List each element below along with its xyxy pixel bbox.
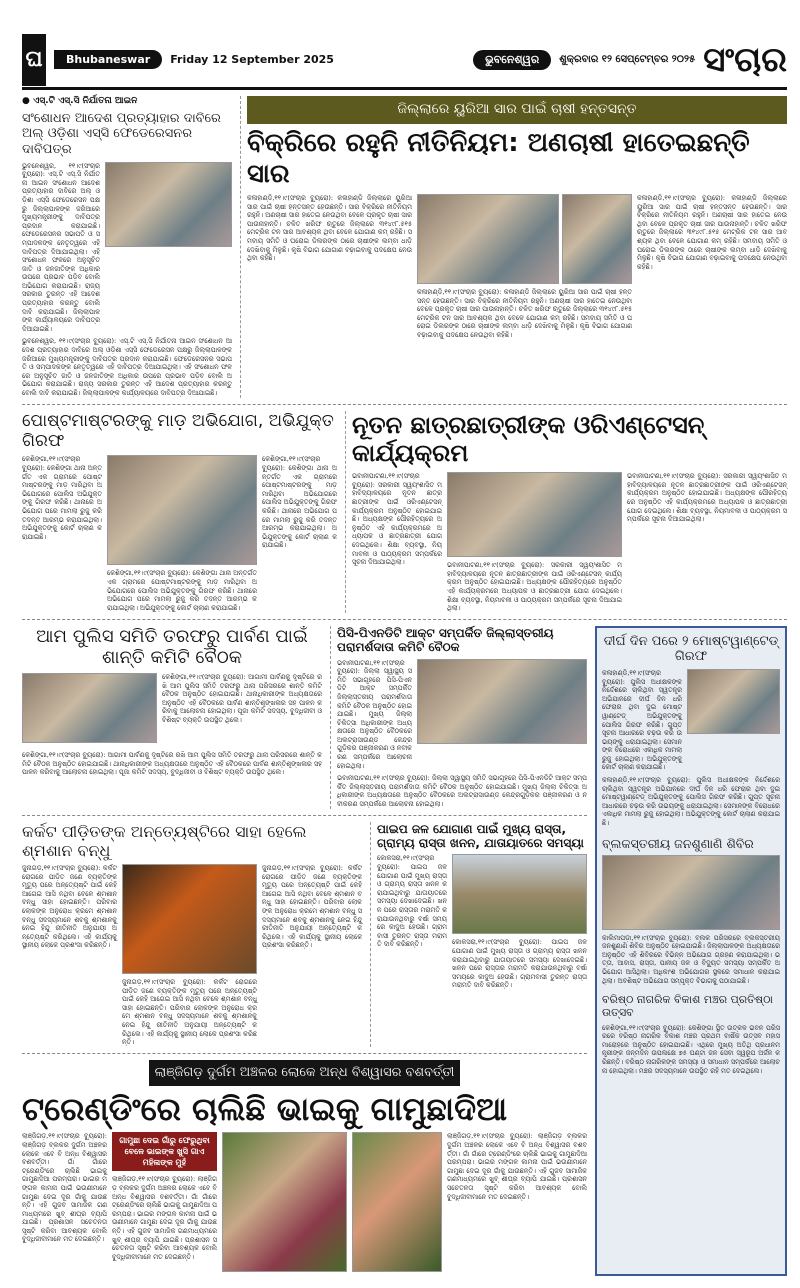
a2-photo-1	[417, 194, 559, 284]
a8-body: କାଲିମାପଡ଼ା,୧୧।୯(ସଂଚାର ବ୍ୟୁରୋ): ବ୍ଲକ ପରିସରରେ ବ୍ଲକସ୍ତରୀୟ ଜନଶୁଣାଣି ଶିବିର ଅନୁଷ୍ଠିତ ହୋଇଯାଇଛି। ଜିଲ୍ଲାପାଳଙ୍କ ଅଧ୍ୟକ୍ଷତାରେ ଅନୁଷ୍ଠିତ ଏହି ଶିବିରରେ ବିଭିନ୍ନ ଅଭିଯୋଗ ଗ୍ରହଣ କରାଯାଇଥିଲା। ଭତ୍ତା, ଆବାସ, ରାସ୍ତା, ପାନୀୟ ଜଳ ଓ ବିଦ୍ୟୁତ ସମସ୍ୟା ସମ୍ପର୍କିତ ଅଭିଯୋଗ ଆସିଥିଲା। ଅଧିକାଂଶ ଅଭିଯୋଗର ସ୍ଥଳରେ ସମାଧାନ କରାଯାଇଥିଲା। ଅବଶିଷ୍ଟ ଅଭିଯୋଗ ସମ୍ପୃକ୍ତ ବିଭାଗକୁ ପଠାଯାଇଛି।	[602, 933, 780, 985]
a7-photo	[687, 669, 780, 734]
lower-main	[22, 626, 587, 1277]
a8-photo	[602, 855, 780, 930]
a11-kicker: ଲାଞ୍ଜିଗଡ଼ ଦୁର୍ଗମ ଅଞ୍ଚଳର ଲୋକେ ଅନ୍ଧ ବିଶ୍ୱାସର ବଶବର୍ତ୍ତୀ	[149, 1060, 461, 1086]
a5-article	[22, 626, 322, 809]
a2-body: କଳାହାଣ୍ଡି,୧୧।୯(ସଂଚାର ବ୍ୟୁରୋ): କଳାହାଣ୍ଡି ଜିଲ୍ଲାରେ ୟୁରିଆ ସାର ପାଇଁ ଚାଷୀ ହନ୍ତସନ୍ତ ହେଉଛନ୍ତି। ସାର ବିକ୍ରିରେ ନୀତିନିୟମ ରହୁନି। ଅଣଚାଷୀ ସାର ହାତେଇ ନେଉଥିବା ବେଳେ ପ୍ରକୃତ ଚାଷୀ ସାର ପାଉନାହାନ୍ତି। ଚଳିତ ଖରିଫ ଋତୁରେ ଜିଲ୍ଲାରେ ୩୧୪୯୮.୫୧୫ ମେଟ୍ରିକ ଟନ ସାର ଆବଶ୍ୟକ ଥିବା ବେଳେ ଯୋଗାଣ କମ୍ ରହିଛି। ସମବାୟ ସମିତି ଓ ଘରୋଇ ଡିଲରଙ୍କ ଠାରେ ଚାଷୀଙ୍କ ଲମ୍ବା ଧାଡ଼ି ଦେଖିବାକୁ ମିଳୁଛି। କୃଷି ବିଭାଗ ଯୋଗାଣ ବଢ଼ାଇବାକୁ ପଦକ୍ଷେପ ନେଉଥିବା କହିଛି।	[247, 193, 412, 263]
a6-body: ଭବାନୀପାଟଣା,୧୧।୯(ସଂଚାର ବ୍ୟୁରୋ): ଜିଲ୍ଲା ସ୍ୱାସ୍ଥ୍ୟ ସମିତି ସଭାଗୃହରେ ପିସି-ପିଏନଡିଟି ଆକ୍ଟ ସମ୍ପର୍କିତ ଜିଲ୍ଲାସ୍ତରୀୟ ପରାମର୍ଶଦାତା କମିଟି ବୈଠକ ଅନୁଷ୍ଠିତ ହୋଇଯାଇଛି। ମୁଖ୍ୟ ଜିଲ୍ଲା ଚିକିତ୍ସା ଅଧିକାରୀଙ୍କ ଅଧ୍ୟକ୍ଷତାରେ ଅନୁଷ୍ଠିତ ବୈଠକରେ ଅଲଟ୍ରାସାଉଣ୍ଡ କେନ୍ଦ୍ରଗୁଡ଼ିକର ପଞ୍ଜୀକରଣ ଓ ନବୀକରଣ ସମ୍ପର୍କରେ ଆଲୋଚନା ହୋଇଥିଲା।	[337, 658, 412, 770]
a9-photo	[122, 864, 257, 974]
sidebar-box	[595, 626, 787, 1277]
a11-photo-2	[352, 1132, 442, 1272]
a1-body-cont: ଭୁବନେଶ୍ୱର, ୧୧।୯(ସଂଚାର ବ୍ୟୁରୋ): ଏସ୍.ଟି ଏସ୍.ସି ନିର୍ଯାତନା ଆଇନ ସଂଶୋଧନ ଆଦେଶ ପ୍ରତ୍ୟାହାର ଦାବିରେ ଅଲ୍ ଓଡ଼ିଶା ଏସ୍‌ସି ଫେଡେରେସନ ପକ୍ଷରୁ ଜିଲ୍ଲାପାଳଙ୍କ ଜରିଆରେ ମୁଖ୍ୟମନ୍ତ୍ରୀଙ୍କୁ ଦାବିପତ୍ର ପ୍ରଦାନ କରାଯାଇଛି। ଫେଡେରେସନର ସଭାପତି ଓ ସମ୍ପାଦକଙ୍କ ନେତୃତ୍ୱରେ ଏହି ଦାବିପତ୍ର ଦିଆଯାଇଥିଲା। ଏହି ସଂଶୋଧନ ଫଳରେ ଅନୁସୂଚିତ ଜାତି ଓ ଜନଜାତିଙ୍କ ଅଧିକାର ଉପରେ ପ୍ରଭାବ ପଡ଼ିବ ବୋଲି ଅଭିଯୋଗ କରାଯାଇଛି। ରାଜ୍ୟ ସରକାର ତୁରନ୍ତ ଏହି ଆଦେଶ ପ୍ରତ୍ୟାହାର କରନ୍ତୁ ବୋଲି ଦାବି କରାଯାଇଛି। ଜିଲ୍ଲାପାଳଙ୍କ କାର୍ଯ୍ୟାଳୟରେ ଦାବିପତ୍ର ଦିଆଯାଇଛି।	[22, 337, 232, 398]
a10-body-2: କୋକସରା,୧୧।୯(ସଂଚାର ବ୍ୟୁରୋ): ପାଇପ ଜଳ ଯୋଗାଣ ପାଇଁ ମୁଖ୍ୟ ରାସ୍ତା ଓ ଗ୍ରାମ୍ୟ ରାସ୍ତା ଖନନ କରାଯାଇଥିବାରୁ ଯାତାୟାତରେ ସମସ୍ୟା ଦେଖାଦେଇଛି। ଖନନ ପରେ ରାସ୍ତାର ମରାମତି କରାଯାଉନଥିବାରୁ ବର୍ଷା ସମୟରେ କାଦୁଅ ହେଉଛି। ଗ୍ରାମବାସୀ ତୁରନ୍ତ ରାସ୍ତା ମରାମତି ଦାବି କରିଛନ୍ତି।	[452, 938, 587, 990]
a10-article	[370, 822, 587, 1047]
city-or-badge: ଭୁବନେଶ୍ୱର	[473, 50, 551, 70]
page-letter: ଘ	[22, 34, 46, 86]
a2-kicker: ଜିଲ୍ଲାରେ ୟୁରିଆ ସାର ପାଇଁ ଚାଷୀ ହନ୍ତସନ୍ତ	[247, 96, 787, 124]
a9-body-3: ଜୁନାଗଡ଼,୧୧।୯(ସଂଚାର ବ୍ୟୁରୋ): କର୍କଟ ରୋଗରେ ପୀଡ଼ିତ ଜଣେ ବ୍ୟକ୍ତିଙ୍କ ମୃତ୍ୟୁ ପରେ ଅନ୍ତ୍ୟେଷ୍ଟି ପାଇଁ କେହି ଆଗେଇ ଆସି ନଥିବା ବେଳେ ଶ୍ମଶାନ ବନ୍ଧୁ ସାହା ହୋଇଛନ୍ତି। ପରିବାର ଲୋକଙ୍କ ଅନୁରୋଧ କ୍ରମେ ଶ୍ମଶାନ ବନ୍ଧୁ ସଦସ୍ୟମାନେ ଶବକୁ ଶ୍ମଶାନକୁ ନେଇ ହିନ୍ଦୁ ରୀତିନୀତି ଅନୁଯାୟୀ ଅନ୍ତ୍ୟେଷ୍ଟି କରିଥିଲେ। ଏହି କାର୍ଯ୍ୟକୁ ସ୍ଥାନୀୟ ଲୋକେ ପ୍ରଶଂସା କରିଛନ୍ତି।	[262, 864, 362, 950]
a8-headline: ବ୍ଲକସ୍ତରୀୟ ଜନଶୁଣାଣି ଶିବିର	[602, 835, 754, 851]
a10-body: କୋକସରା,୧୧।୯(ସଂଚାର ବ୍ୟୁରୋ): ପାଇପ ଜଳ ଯୋଗାଣ ପାଇଁ ମୁଖ୍ୟ ରାସ୍ତା ଓ ଗ୍ରାମ୍ୟ ରାସ୍ତା ଖନନ କରାଯାଇଥିବାରୁ ଯାତାୟାତରେ ସମସ୍ୟା ଦେଖାଦେଇଛି। ଖନନ ପରେ ରାସ୍ତାର ମରାମତି କରାଯାଉନଥିବାରୁ ବର୍ଷା ସମୟରେ କାଦୁଅ ହେଉଛି। ଗ୍ରାମବାସୀ ତୁରନ୍ତ ରାସ୍ତା ମରାମତି ଦାବି କରିଛନ୍ତି।	[377, 854, 447, 949]
a3-body: କେଶିଙ୍ଗା,୧୧।୯(ସଂଚାର ବ୍ୟୁରୋ): କେଶିଙ୍ଗା ଥାନା ଅନ୍ତର୍ଗତ ଏକ ଗ୍ରାମରେ ପୋଷ୍ଟମାଷ୍ଟରଙ୍କୁ ମାଡ଼ ମାରିଥିବା ଅଭିଯୋଗରେ ପୋଲିସ ଅଭିଯୁକ୍ତଙ୍କୁ ଗିରଫ କରିଛି। ଥାନାରେ ଅଭିଯୋଗ ପରେ ମାମଲା ରୁଜୁ କରି ତଦନ୍ତ ଆରମ୍ଭ କରାଯାଇଥିଲା। ଅଭିଯୁକ୍ତଙ୍କୁ କୋର୍ଟ ଚାଲାଣ କରାଯାଇଛି।	[22, 455, 102, 541]
a2-body-2: କଳାହାଣ୍ଡି,୧୧।୯(ସଂଚାର ବ୍ୟୁରୋ): କଳାହାଣ୍ଡି ଜିଲ୍ଲାରେ ୟୁରିଆ ସାର ପାଇଁ ଚାଷୀ ହନ୍ତସନ୍ତ ହେଉଛନ୍ତି। ସାର ବିକ୍ରିରେ ନୀତିନିୟମ ରହୁନି। ଅଣଚାଷୀ ସାର ହାତେଇ ନେଉଥିବା ବେଳେ ପ୍ରକୃତ ଚାଷୀ ସାର ପାଉନାହାନ୍ତି। ଚଳିତ ଖରିଫ ଋତୁରେ ଜିଲ୍ଲାରେ ୩୧୪୯୮.୫୧୫ ମେଟ୍ରିକ ଟନ ସାର ଆବଶ୍ୟକ ଥିବା ବେଳେ ଯୋଗାଣ କମ୍ ରହିଛି। ସମବାୟ ସମିତି ଓ ଘରୋଇ ଡିଲରଙ୍କ ଠାରେ ଚାଷୀଙ୍କ ଲମ୍ବା ଧାଡ଼ି ଦେଖିବାକୁ ମିଳୁଛି। କୃଷି ବିଭାଗ ଯୋଗାଣ ବଢ଼ାଇବାକୁ ପଦକ୍ଷେପ ନେଉଥିବା କହିଛି।	[417, 287, 632, 339]
a3-body-3: କେଶିଙ୍ଗା,୧୧।୯(ସଂଚାର ବ୍ୟୁରୋ): କେଶିଙ୍ଗା ଥାନା ଅନ୍ତର୍ଗତ ଏକ ଗ୍ରାମରେ ପୋଷ୍ଟମାଷ୍ଟରଙ୍କୁ ମାଡ଼ ମାରିଥିବା ଅଭିଯୋଗରେ ପୋଲିସ ଅଭିଯୁକ୍ତଙ୍କୁ ଗିରଫ କରିଛି। ଥାନାରେ ଅଭିଯୋଗ ପରେ ମାମଲା ରୁଜୁ କରି ତଦନ୍ତ ଆରମ୍ଭ କରାଯାଇଥିଲା। ଅଭିଯୁକ୍ତଙ୍କୁ କୋର୍ଟ ଚାଲାଣ କରାଯାଇଛି।	[262, 455, 337, 550]
a7-body-2: କଳାହାଣ୍ଡି,୧୧।୯(ସଂଚାର ବ୍ୟୁରୋ): ପୁଲିସ ଅଧୀକ୍ଷକଙ୍କ ନିର୍ଦ୍ଦେଶରେ ଚାଲିଥିବା ସ୍ୱତନ୍ତ୍ର ଅଭିଯାନରେ ଦୀର୍ଘ ଦିନ ଧରି ଫେରାର ଥିବା ଦୁଇ ମୋଷ୍ଟୱାଣ୍ଟେଡ୍ ଅଭିଯୁକ୍ତଙ୍କୁ ପୋଲିସ ଗିରଫ କରିଛି। ଗୁପ୍ତ ସୂଚନା ଆଧାରରେ ଚଢ଼ଉ କରି ଉଭୟଙ୍କୁ ଧରାଯାଇଥିଲା। ସେମାନଙ୍କ ବିରୋଧରେ ଏକାଧିକ ମାମଲା ରୁଜୁ ହୋଇଥିଲା। ଅଭିଯୁକ୍ତଙ୍କୁ କୋର୍ଟ ଚାଲାଣ କରାଯାଇଛି।	[602, 776, 780, 828]
a6-headline: ପିସି-ପିଏନଡିଟି ଆକ୍ଟ ସମ୍ପର୍କିତ ଜିଲ୍ଲାସ୍ତରୀୟ ପରାମର୍ଶଦାତା କମିଟି ବୈଠକ	[337, 625, 554, 655]
a9-headline: କର୍କଟ ପୀଡ଼ିତଙ୍କ ଅନ୍ତ୍ୟେଷ୍ଟିରେ ସାହା ହେଲେ ଶ୍ମଶାନ ବନ୍ଧୁ	[22, 821, 307, 860]
a5-body: କେଶିଙ୍ଗା,୧୧।୯(ସଂଚାର ବ୍ୟୁରୋ): ଆଗାମୀ ପାର୍ବଣକୁ ଦୃଷ୍ଟିରେ ରଖି ଆମ ପୁଲିସ ସମିତି ତରଫରୁ ଥାନା ପରିସରରେ ଶାନ୍ତି କମିଟି ବୈଠକ ଅନୁଷ୍ଠିତ ହୋଇଯାଇଛି। ଥାନାଧିକାରୀଙ୍କ ଅଧ୍ୟକ୍ଷତାରେ ଅନୁଷ୍ଠିତ ଏହି ବୈଠକରେ ପାର୍ବଣ ଶାନ୍ତିଶୃଙ୍ଖଳାର ସହ ପାଳନ କରିବାକୁ ଆଲୋଚନା ହୋଇଥିଲା। ପୂଜା କମିଟି ସଦସ୍ୟ, ବୁଦ୍ଧିଜୀବୀ ଓ ବିଶିଷ୍ଟ ବ୍ୟକ୍ତି ଉପସ୍ଥିତ ଥିଲେ।	[162, 672, 322, 724]
a12-headline: ବରିଷ୍ଠ ନାଗରିକ ବିକାଶ ମଞ୍ଚର ପ୍ରତିଷ୍ଠା ଉତ୍ସବ	[602, 993, 773, 1020]
a3-photo	[107, 455, 257, 565]
a1-kicker: ● ଏସ୍.ଟି ଏସ୍.ସି ନିର୍ଯାତନା ଆଇନ	[22, 96, 138, 106]
a5-photo	[22, 673, 157, 743]
a1-photo	[105, 162, 232, 247]
a8-article	[602, 836, 780, 986]
a11-photo-1	[222, 1132, 347, 1272]
a4-article	[345, 411, 787, 613]
a1-headline: ସଂଶୋଧନ ଆଦେଶ ପ୍ରତ୍ୟାହାର ଦାବିରେ ଅଲ୍ ଓଡ଼ିଶା ଏସ୍‌ସି ଫେଡେରେସନର ଦାବିପତ୍ର	[22, 110, 221, 157]
masthead	[22, 32, 787, 90]
row-third	[22, 626, 587, 816]
row-fourth	[22, 816, 587, 1054]
a2-body-3: କଳାହାଣ୍ଡି,୧୧।୯(ସଂଚାର ବ୍ୟୁରୋ): କଳାହାଣ୍ଡି ଜିଲ୍ଲାରେ ୟୁରିଆ ସାର ପାଇଁ ଚାଷୀ ହନ୍ତସନ୍ତ ହେଉଛନ୍ତି। ସାର ବିକ୍ରିରେ ନୀତିନିୟମ ରହୁନି। ଅଣଚାଷୀ ସାର ହାତେଇ ନେଉଥିବା ବେଳେ ପ୍ରକୃତ ଚାଷୀ ସାର ପାଉନାହାନ୍ତି। ଚଳିତ ଖରିଫ ଋତୁରେ ଜିଲ୍ଲାରେ ୩୧୪୯୮.୫୧୫ ମେଟ୍ରିକ ଟନ ସାର ଆବଶ୍ୟକ ଥିବା ବେଳେ ଯୋଗାଣ କମ୍ ରହିଛି। ସମବାୟ ସମିତି ଓ ଘରୋଇ ଡିଲରଙ୍କ ଠାରେ ଚାଷୀଙ୍କ ଲମ୍ବା ଧାଡ଼ି ଦେଖିବାକୁ ମିଳୁଛି। କୃଷି ବିଭାଗ ଯୋଗାଣ ବଢ଼ାଇବାକୁ ପଦକ୍ଷେପ ନେଉଥିବା କହିଛି।	[637, 193, 787, 271]
a6-article	[330, 626, 587, 809]
a1-body: ଭୁବନେଶ୍ୱର, ୧୧।୯(ସଂଚାର ବ୍ୟୁରୋ): ଏସ୍.ଟି ଏସ୍.ସି ନିର୍ଯାତନା ଆଇନ ସଂଶୋଧନ ଆଦେଶ ପ୍ରତ୍ୟାହାର ଦାବିରେ ଅଲ୍ ଓଡ଼ିଶା ଏସ୍‌ସି ଫେଡେରେସନ ପକ୍ଷରୁ ଜିଲ୍ଲାପାଳଙ୍କ ଜରିଆରେ ମୁଖ୍ୟମନ୍ତ୍ରୀଙ୍କୁ ଦାବିପତ୍ର ପ୍ରଦାନ କରାଯାଇଛି। ଫେଡେରେସନର ସଭାପତି ଓ ସମ୍ପାଦକଙ୍କ ନେତୃତ୍ୱରେ ଏହି ଦାବିପତ୍ର ଦିଆଯାଇଥିଲା। ଏହି ସଂଶୋଧନ ଫଳରେ ଅନୁସୂଚିତ ଜାତି ଓ ଜନଜାତିଙ୍କ ଅଧିକାର ଉପରେ ପ୍ରଭାବ ପଡ଼ିବ ବୋଲି ଅଭିଯୋଗ କରାଯାଇଛି। ରାଜ୍ୟ ସରକାର ତୁରନ୍ତ ଏହି ଆଦେଶ ପ୍ରତ୍ୟାହାର କରନ୍ତୁ ବୋଲି ଦାବି କରାଯାଇଛି। ଜିଲ୍ଲାପାଳଙ୍କ କାର୍ଯ୍ୟାଳୟରେ ଦାବିପତ୍ର ଦିଆଯାଇଛି।	[22, 161, 100, 333]
a11-article	[22, 1054, 587, 1277]
a3-body-2: କେଶିଙ୍ଗା,୧୧।୯(ସଂଚାର ବ୍ୟୁରୋ): କେଶିଙ୍ଗା ଥାନା ଅନ୍ତର୍ଗତ ଏକ ଗ୍ରାମରେ ପୋଷ୍ଟମାଷ୍ଟରଙ୍କୁ ମାଡ଼ ମାରିଥିବା ଅଭିଯୋଗରେ ପୋଲିସ ଅଭିଯୁକ୍ତଙ୍କୁ ଗିରଫ କରିଛି। ଥାନାରେ ଅଭିଯୋଗ ପରେ ମାମଲା ରୁଜୁ କରି ତଦନ୍ତ ଆରମ୍ଭ କରାଯାଇଥିଲା। ଅଭିଯୁକ୍ତଙ୍କୁ କୋର୍ଟ ଚାଲାଣ କରାଯାଇଛି।	[107, 569, 257, 612]
a6-body-2: ଭବାନୀପାଟଣା,୧୧।୯(ସଂଚାର ବ୍ୟୁରୋ): ଜିଲ୍ଲା ସ୍ୱାସ୍ଥ୍ୟ ସମିତି ସଭାଗୃହରେ ପିସି-ପିଏନଡିଟି ଆକ୍ଟ ସମ୍ପର୍କିତ ଜିଲ୍ଲାସ୍ତରୀୟ ପରାମର୍ଶଦାତା କମିଟି ବୈଠକ ଅନୁଷ୍ଠିତ ହୋଇଯାଇଛି। ମୁଖ୍ୟ ଜିଲ୍ଲା ଚିକିତ୍ସା ଅଧିକାରୀଙ୍କ ଅଧ୍ୟକ୍ଷତାରେ ଅନୁଷ୍ଠିତ ବୈଠକରେ ଅଲଟ୍ରାସାଉଣ୍ଡ କେନ୍ଦ୍ରଗୁଡ଼ିକର ପଞ୍ଜୀକରଣ ଓ ନବୀକରଣ ସମ୍ପର୍କରେ ଆଲୋଚନା ହୋଇଥିଲା।	[337, 774, 587, 809]
a7-body: କଳାହାଣ୍ଡି,୧୧।୯(ସଂଚାର ବ୍ୟୁରୋ): ପୁଲିସ ଅଧୀକ୍ଷକଙ୍କ ନିର୍ଦ୍ଦେଶରେ ଚାଲିଥିବା ସ୍ୱତନ୍ତ୍ର ଅଭିଯାନରେ ଦୀର୍ଘ ଦିନ ଧରି ଫେରାର ଥିବା ଦୁଇ ମୋଷ୍ଟୱାଣ୍ଟେଡ୍ ଅଭିଯୁକ୍ତଙ୍କୁ ପୋଲିସ ଗିରଫ କରିଛି। ଗୁପ୍ତ ସୂଚନା ଆଧାରରେ ଚଢ଼ଉ କରି ଉଭୟଙ୍କୁ ଧରାଯାଇଥିଲା। ସେମାନଙ୍କ ବିରୋଧରେ ଏକାଧିକ ମାମଲା ରୁଜୁ ହୋଇଥିଲା। ଅଭିଯୁକ୍ତଙ୍କୁ କୋର୍ଟ ଚାଲାଣ କରାଯାଇଛି।	[602, 668, 682, 772]
a10-photo	[452, 854, 587, 934]
a5-headline: ଆମ ପୁଲିସ ସମିତି ତରଫରୁ ପାର୍ବଣ ପାଇଁ ଶାନ୍ତି କମିଟି ବୈଠକ	[36, 625, 308, 669]
a5-body-2: କେଶିଙ୍ଗା,୧୧।୯(ସଂଚାର ବ୍ୟୁରୋ): ଆଗାମୀ ପାର୍ବଣକୁ ଦୃଷ୍ଟିରେ ରଖି ଆମ ପୁଲିସ ସମିତି ତରଫରୁ ଥାନା ପରିସରରେ ଶାନ୍ତି କମିଟି ବୈଠକ ଅନୁଷ୍ଠିତ ହୋଇଯାଇଛି। ଥାନାଧିକାରୀଙ୍କ ଅଧ୍ୟକ୍ଷତାରେ ଅନୁଷ୍ଠିତ ଏହି ବୈଠକରେ ପାର୍ବଣ ଶାନ୍ତିଶୃଙ୍ଖଳାର ସହ ପାଳନ କରିବାକୁ ଆଲୋଚନା ହୋଇଥିଲା। ପୂଜା କମିଟି ସଦସ୍ୟ, ବୁଦ୍ଧିଜୀବୀ ଓ ବିଶିଷ୍ଟ ବ୍ୟକ୍ତି ଉପସ୍ଥିତ ଥିଲେ।	[22, 750, 322, 777]
a3-headline: ପୋଷ୍ଟମାଷ୍ଟରଙ୍କୁ ମାଡ଼ ଅଭିଯୋଗ, ଅଭିଯୁକ୍ତ ଗିରଫ	[22, 410, 334, 451]
lower-section	[22, 620, 787, 1277]
a9-body-2: ଜୁନାଗଡ଼,୧୧।୯(ସଂଚାର ବ୍ୟୁରୋ): କର୍କଟ ରୋଗରେ ପୀଡ଼ିତ ଜଣେ ବ୍ୟକ୍ତିଙ୍କ ମୃତ୍ୟୁ ପରେ ଅନ୍ତ୍ୟେଷ୍ଟି ପାଇଁ କେହି ଆଗେଇ ଆସି ନଥିବା ବେଳେ ଶ୍ମଶାନ ବନ୍ଧୁ ସାହା ହୋଇଛନ୍ତି। ପରିବାର ଲୋକଙ୍କ ଅନୁରୋଧ କ୍ରମେ ଶ୍ମଶାନ ବନ୍ଧୁ ସଦସ୍ୟମାନେ ଶବକୁ ଶ୍ମଶାନକୁ ନେଇ ହିନ୍ଦୁ ରୀତିନୀତି ଅନୁଯାୟୀ ଅନ୍ତ୍ୟେଷ୍ଟି କରିଥିଲେ। ଏହି କାର୍ଯ୍ୟକୁ ସ୍ଥାନୀୟ ଲୋକେ ପ୍ରଶଂସା କରିଛନ୍ତି।	[122, 978, 257, 1047]
a4-photo	[447, 472, 622, 557]
a11-headline: ଟ୍ରେଣ୍ଡିଂରେ ଚାଲିଛି ଭାଇକୁ ଗାମୁଛାଦିଆ	[22, 1089, 508, 1128]
a2-photo-2	[562, 194, 632, 284]
date-or: ଶୁକ୍ରବାର ୧୨ ସେପ୍ଟେମ୍ବର ୨୦୨୫	[559, 54, 696, 65]
a12-body: କେଶିଙ୍ଗା,୧୧।୯(ସଂଚାର ବ୍ୟୁରୋ): କେଶିଙ୍ଗା ସ୍ଥିତ ଉତ୍କଳ ଭବନ ପରିସରରେ ବରିଷ୍ଠ ନାଗରିକ ବିକାଶ ମଞ୍ଚର ପ୍ରଥମ ବାର୍ଷିକ ଉତ୍ସବ ମହାସମାରୋହରେ ଅନୁଷ୍ଠିତ ହୋଇଯାଇଛି। ଏଥିରେ ମୁଖ୍ୟ ଅତିଥି ପ୍ରଧାନମନ୍ତ୍ରୀଙ୍କ ଜନ୍ମଦିନ ଉପଲକ୍ଷେ ୭୫ ଘଣ୍ଟା ଜନ ସେବା ସ୍ୱରୂପ ଅର୍ଜନ କରିଛନ୍ତି। ବରିଷ୍ଠ ନାଗରିକଙ୍କ ସମସ୍ୟା ଓ ସମାଧାନ ସମ୍ପର୍କରେ ଆଲୋଚନା ହୋଇଥିଲା। ମଞ୍ଚର ସଦସ୍ୟମାନେ ଉପସ୍ଥିତ ରହି ମତ ଦେଇଥିଲେ।	[602, 1023, 780, 1075]
a9-body: ଜୁନାଗଡ଼,୧୧।୯(ସଂଚାର ବ୍ୟୁରୋ): କର୍କଟ ରୋଗରେ ପୀଡ଼ିତ ଜଣେ ବ୍ୟକ୍ତିଙ୍କ ମୃତ୍ୟୁ ପରେ ଅନ୍ତ୍ୟେଷ୍ଟି ପାଇଁ କେହି ଆଗେଇ ଆସି ନଥିବା ବେଳେ ଶ୍ମଶାନ ବନ୍ଧୁ ସାହା ହୋଇଛନ୍ତି। ପରିବାର ଲୋକଙ୍କ ଅନୁରୋଧ କ୍ରମେ ଶ୍ମଶାନ ବନ୍ଧୁ ସଦସ୍ୟମାନେ ଶବକୁ ଶ୍ମଶାନକୁ ନେଇ ହିନ୍ଦୁ ରୀତିନୀତି ଅନୁଯାୟୀ ଅନ୍ତ୍ୟେଷ୍ଟି କରିଥିଲେ। ଏହି କାର୍ଯ୍ୟକୁ ସ୍ଥାନୀୟ ଲୋକେ ପ୍ରଶଂସା କରିଛନ୍ତି।	[22, 864, 117, 950]
a9-article	[22, 822, 362, 1047]
a6-photo	[417, 659, 587, 744]
a4-body: ଭବାନୀପାଟଣା,୧୧।୯(ସଂଚାର ବ୍ୟୁରୋ): ସରକାରୀ ସ୍ୱୟଂଶାସିତ ମହାବିଦ୍ୟାଳୟରେ ନୂତନ ଛାତ୍ରଛାତ୍ରୀଙ୍କ ପାଇଁ ଓରିଏଣ୍ଟେସନ୍ କାର୍ଯ୍ୟକ୍ରମ ଅନୁଷ୍ଠିତ ହୋଇଯାଇଛି। ଅଧ୍ୟକ୍ଷଙ୍କ ପୌରହିତ୍ୟରେ ଅନୁଷ୍ଠିତ ଏହି କାର୍ଯ୍ୟକ୍ରମରେ ଅଧ୍ୟାପକ ଓ ଛାତ୍ରଛାତ୍ରୀ ଯୋଗ ଦେଇଥିଲେ। ଶିକ୍ଷା ବ୍ୟବସ୍ଥା, ନିୟମାବଳୀ ଓ ପାଠ୍ୟକ୍ରମ ସମ୍ପର୍କରେ ସୂଚନା ଦିଆଯାଇଥିଲା।	[352, 472, 442, 567]
date-en: Friday 12 September 2025	[170, 53, 334, 66]
a3-article	[22, 411, 337, 613]
a2-article	[240, 96, 787, 398]
row-top	[22, 90, 787, 405]
a11-inset: ଗାମୁଛା ଦେଇ ଗାଁରୁ ଫେରୁଥିବା ବେଳେ ଭାଇଙ୍କ ଖୁସି ଗାଏ ମହିଳାଙ୍କ ମୁହଁ	[112, 1132, 217, 1171]
a7-headline: ଦୀର୍ଘ ଦିନ ପରେ ୨ ମୋଷ୍ଟୱାଣ୍ଟେଡ୍ ଗିରଫ	[603, 633, 779, 665]
a4-headline: ନୂତନ ଛାତ୍ରଛାତ୍ରୀଙ୍କ ଓରିଏଣ୍ଟେସନ୍ କାର୍ଯ୍ୟକ୍ରମ	[352, 410, 705, 468]
a11-body: ଲାଞ୍ଜିଗଡ଼,୧୧।୯(ସଂଚାର ବ୍ୟୁରୋ): ଲାଞ୍ଜିଗଡ଼ ବ୍ଲକର ଦୁର୍ଗମ ଅଞ୍ଚଳର ଲୋକେ ଏବେ ବି ଅନ୍ଧ ବିଶ୍ୱାସର ବଶବର୍ତ୍ତୀ। ଗାଁ ଗାଁରେ ଟ୍ରେଣ୍ଡିଂରେ ଚାଲିଛି ଭାଇକୁ ଗାମୁଛାଦିଆ ପରମ୍ପରା। ଭାଇର ମଙ୍ଗଳ କାମନା ପାଇଁ ଭଉଣୀମାନେ ଗାମୁଛା ଦେଇ ଦୂର ଗାଁକୁ ଯାଉଛନ୍ତି। ଏହି ଗୁଜବ ସାମାଜିକ ଗଣମାଧ୍ୟମରେ ଖୁବ୍ ଶୀଘ୍ର ବ୍ୟାପି ଯାଇଛି। ପ୍ରଶାସନ ସଚେତନତା ସୃଷ୍ଟି କରିବା ଆବଶ୍ୟକ ବୋଲି ବୁଦ୍ଧିଜୀବୀମାନେ ମତ ଦେଇଛନ୍ତି।	[22, 1132, 107, 1244]
a4-body-3: ଭବାନୀପାଟଣା,୧୧।୯(ସଂଚାର ବ୍ୟୁରୋ): ସରକାରୀ ସ୍ୱୟଂଶାସିତ ମହାବିଦ୍ୟାଳୟରେ ନୂତନ ଛାତ୍ରଛାତ୍ରୀଙ୍କ ପାଇଁ ଓରିଏଣ୍ଟେସନ୍ କାର୍ଯ୍ୟକ୍ରମ ଅନୁଷ୍ଠିତ ହୋଇଯାଇଛି। ଅଧ୍ୟକ୍ଷଙ୍କ ପୌରହିତ୍ୟରେ ଅନୁଷ୍ଠିତ ଏହି କାର୍ଯ୍ୟକ୍ରମରେ ଅଧ୍ୟାପକ ଓ ଛାତ୍ରଛାତ୍ରୀ ଯୋଗ ଦେଇଥିଲେ। ଶିକ୍ଷା ବ୍ୟବସ୍ଥା, ନିୟମାବଳୀ ଓ ପାଠ୍ୟକ୍ରମ ସମ୍ପର୍କରେ ସୂଚନା ଦିଆଯାଇଥିଲା।	[627, 472, 787, 524]
a12-article	[602, 993, 780, 1075]
a2-headline: ବିକ୍ରିରେ ରହୁନି ନୀତିନିୟମ: ଅଣଚାଷୀ ହାତେଇଛନ୍ତି ସାର	[247, 127, 750, 189]
a11-body-3: ଲାଞ୍ଜିଗଡ଼,୧୧।୯(ସଂଚାର ବ୍ୟୁରୋ): ଲାଞ୍ଜିଗଡ଼ ବ୍ଲକର ଦୁର୍ଗମ ଅଞ୍ଚଳର ଲୋକେ ଏବେ ବି ଅନ୍ଧ ବିଶ୍ୱାସର ବଶବର୍ତ୍ତୀ। ଗାଁ ଗାଁରେ ଟ୍ରେଣ୍ଡିଂରେ ଚାଲିଛି ଭାଇକୁ ଗାମୁଛାଦିଆ ପରମ୍ପରା। ଭାଇର ମଙ୍ଗଳ କାମନା ପାଇଁ ଭଉଣୀମାନେ ଗାମୁଛା ଦେଇ ଦୂର ଗାଁକୁ ଯାଉଛନ୍ତି। ଏହି ଗୁଜବ ସାମାଜିକ ଗଣମାଧ୍ୟମରେ ଖୁବ୍ ଶୀଘ୍ର ବ୍ୟାପି ଯାଇଛି। ପ୍ରଶାସନ ସଚେତନତା ସୃଷ୍ଟି କରିବା ଆବଶ୍ୟକ ବୋଲି ବୁଦ୍ଧିଜୀବୀମାନେ ମତ ଦେଇଛନ୍ତି।	[447, 1132, 587, 1201]
a1-article	[22, 96, 232, 398]
row-second	[22, 405, 787, 620]
a7-article	[602, 634, 780, 828]
a4-body-2: ଭବାନୀପାଟଣା,୧୧।୯(ସଂଚାର ବ୍ୟୁରୋ): ସରକାରୀ ସ୍ୱୟଂଶାସିତ ମହାବିଦ୍ୟାଳୟରେ ନୂତନ ଛାତ୍ରଛାତ୍ରୀଙ୍କ ପାଇଁ ଓରିଏଣ୍ଟେସନ୍ କାର୍ଯ୍ୟକ୍ରମ ଅନୁଷ୍ଠିତ ହୋଇଯାଇଛି। ଅଧ୍ୟକ୍ଷଙ୍କ ପୌରହିତ୍ୟରେ ଅନୁଷ୍ଠିତ ଏହି କାର୍ଯ୍ୟକ୍ରମରେ ଅଧ୍ୟାପକ ଓ ଛାତ୍ରଛାତ୍ରୀ ଯୋଗ ଦେଇଥିଲେ। ଶିକ୍ଷା ବ୍ୟବସ୍ଥା, ନିୟମାବଳୀ ଓ ପାଠ୍ୟକ୍ରମ ସମ୍ପର୍କରେ ସୂଚନା ଦିଆଯାଇଥିଲା।	[447, 561, 622, 613]
newspaper-logo: ସଂଚାର	[703, 39, 787, 80]
city-en-badge: Bhubaneswar	[54, 50, 162, 69]
a11-body-2: ଲାଞ୍ଜିଗଡ଼,୧୧।୯(ସଂଚାର ବ୍ୟୁରୋ): ଲାଞ୍ଜିଗଡ଼ ବ୍ଲକର ଦୁର୍ଗମ ଅଞ୍ଚଳର ଲୋକେ ଏବେ ବି ଅନ୍ଧ ବିଶ୍ୱାସର ବଶବର୍ତ୍ତୀ। ଗାଁ ଗାଁରେ ଟ୍ରେଣ୍ଡିଂରେ ଚାଲିଛି ଭାଇକୁ ଗାମୁଛାଦିଆ ପରମ୍ପରା। ଭାଇର ମଙ୍ଗଳ କାମନା ପାଇଁ ଭଉଣୀମାନେ ଗାମୁଛା ଦେଇ ଦୂର ଗାଁକୁ ଯାଉଛନ୍ତି। ଏହି ଗୁଜବ ସାମାଜିକ ଗଣମାଧ୍ୟମରେ ଖୁବ୍ ଶୀଘ୍ର ବ୍ୟାପି ଯାଇଛି। ପ୍ରଶାସନ ସଚେତନତା ସୃଷ୍ଟି କରିବା ଆବଶ୍ୟକ ବୋଲି ବୁଦ୍ଧିଜୀବୀମାନେ ମତ ଦେଇଛନ୍ତି।	[112, 1175, 217, 1261]
a10-headline: ପାଇପ ଜଳ ଯୋଗାଣ ପାଇଁ ମୁଖ୍ୟ ରାସ୍ତା, ଗ୍ରାମ୍ୟ ରାସ୍ତା ଖନନ, ଯାତାୟାତରେ ସମସ୍ୟା	[377, 821, 584, 851]
